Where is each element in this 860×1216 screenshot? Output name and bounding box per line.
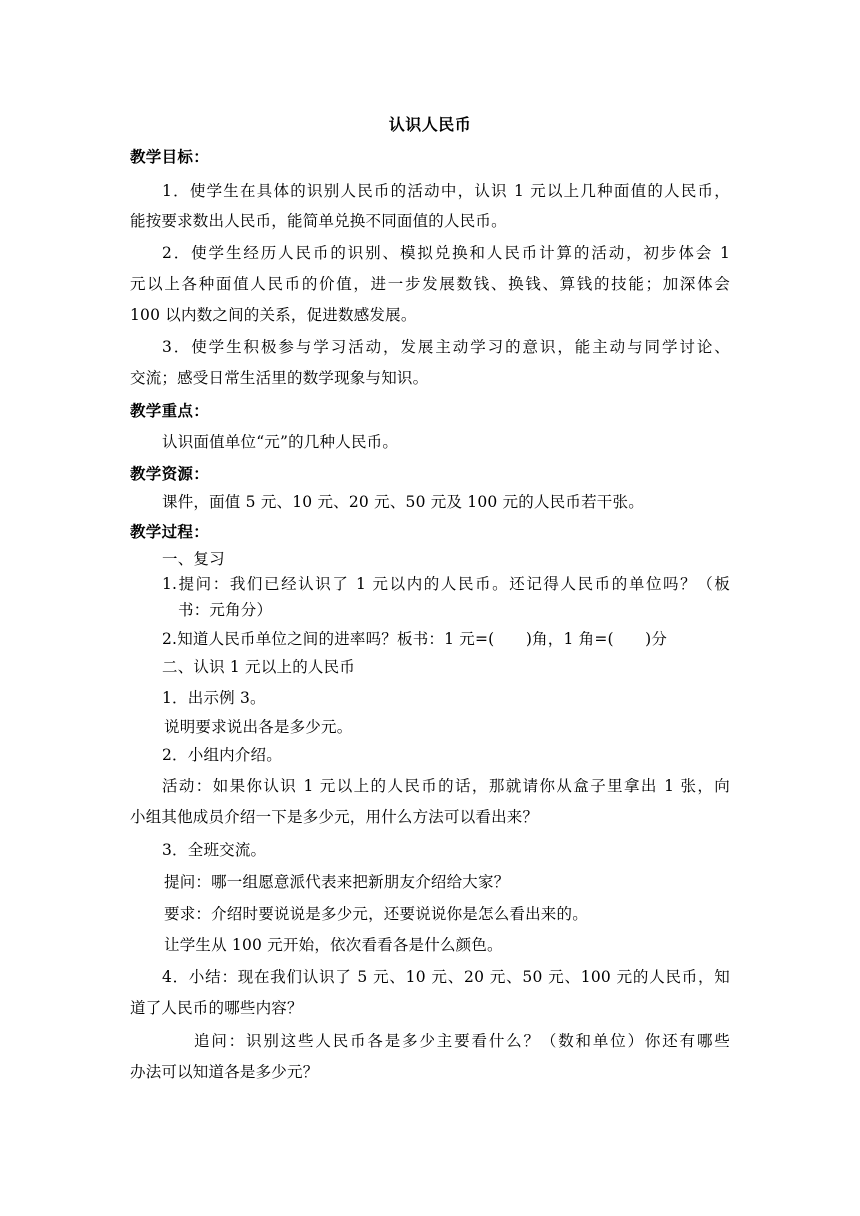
step-1: 1．出示例 3。 xyxy=(162,689,266,707)
summary-line-1: 4．小结：现在我们认识了 5 元、10 元、20 元、50 元、100 元的人民币，知 xyxy=(162,968,730,986)
goal-2-line-2: 元以上各种面值人民币的价值，进一步发展数钱、换钱、算钱的技能；加深体会 xyxy=(130,275,730,293)
ask-text: 提问：哪一组愿意派代表来把新朋友介绍给大家？ xyxy=(164,873,510,891)
summary-line-2: 道了人民币的哪些内容？ xyxy=(130,999,303,1017)
activity-line-2: 小组其他成员介绍一下是多少元，用什么方法可以看出来？ xyxy=(130,808,539,826)
goal-1-line-2: 能按要求数出人民币，能简单兑换不同面值的人民币。 xyxy=(130,212,507,230)
focus-heading: 教学重点： xyxy=(130,402,210,420)
step-3: 3．全班交流。 xyxy=(162,841,267,859)
follow-up-line-1: 追问：识别这些人民币各是多少主要看什么？（数和单位）你还有哪些 xyxy=(194,1032,730,1050)
goal-2-line-1: 2．使学生经历人民币的识别、模拟兑换和人民币计算的活动，初步体会 1 xyxy=(162,244,730,262)
require-text: 要求：介绍时要说说是多少元，还要说说你是怎么看出来的。 xyxy=(164,905,588,923)
process-heading: 教学过程： xyxy=(130,523,210,541)
part-2-heading: 二、认识 1 元以上的人民币 xyxy=(162,658,356,676)
let-text: 让学生从 100 元开始，依次看看各是什么颜色。 xyxy=(164,936,503,954)
step-2: 2．小组内介绍。 xyxy=(162,746,282,764)
resources-heading: 教学资源： xyxy=(130,465,210,483)
goal-1-line-1: 1．使学生在具体的识别人民币的活动中，认识 1 元以上几种面值的人民币， xyxy=(162,182,730,200)
follow-up-line-2: 办法可以知道各是多少元？ xyxy=(130,1063,319,1081)
focus-text: 认识面值单位“元”的几种人民币。 xyxy=(162,433,399,451)
goal-3-line-2: 交流；感受日常生活里的数学现象与知识。 xyxy=(130,369,429,387)
goals-heading: 教学目标： xyxy=(130,148,210,166)
activity-line-1: 活动：如果你认识 1 元以上的人民币的话，那就请你从盒子里拿出 1 张，向 xyxy=(162,777,730,795)
question-2: 2.知道人民币单位之间的进率吗？板书：1 元=( )角，1 角=( )分 xyxy=(162,630,668,648)
goal-2-line-3: 100 以内数之间的关系，促进数感发展。 xyxy=(130,306,417,324)
review-heading: 一、复习 xyxy=(162,550,225,568)
question-1-line-2: 书：元角分） xyxy=(178,601,273,619)
resources-text: 课件，面值 5 元、10 元、20 元、50 元及 100 元的人民币若干张。 xyxy=(162,493,644,511)
question-1-line-1: 1.提问：我们已经认识了 1 元以内的人民币。还记得人民币的单位吗？（板 xyxy=(162,575,730,593)
document-title: 认识人民币 xyxy=(388,115,472,134)
step-1-note: 说明要求说出各是多少元。 xyxy=(164,718,353,736)
goal-3-line-1: 3．使学生积极参与学习活动，发展主动学习的意识，能主动与同学讨论、 xyxy=(162,338,730,356)
